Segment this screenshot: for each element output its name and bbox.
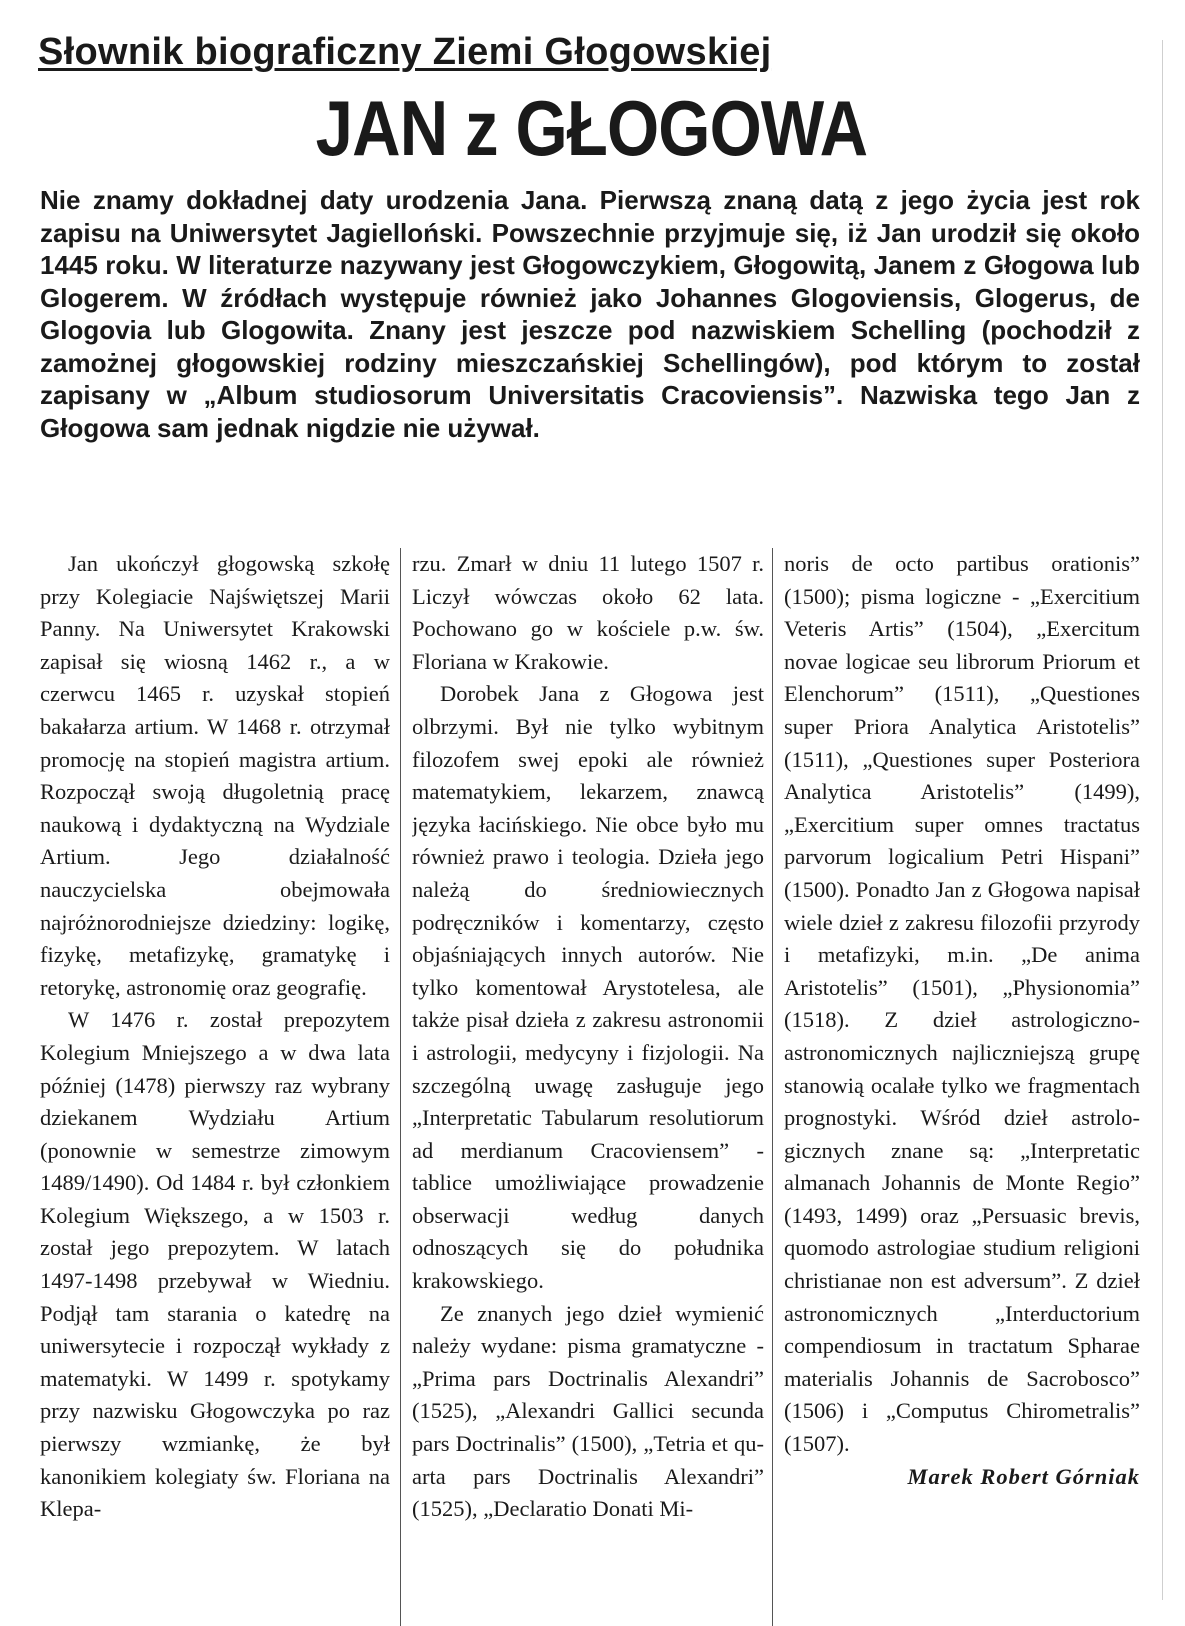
body-paragraph: rzu. Zmarł w dniu 11 lutego 1507 r. Liczył wówczas około 62 lata. Pochowano go w kościele p.w. św. Floriana w Krakowie. [412, 551, 764, 674]
lead-paragraph: Nie znamy dokładnej daty urodzenia Jana. Pierwszą znaną datą z jego życia jest rok zapisu na Uniwersytet Jagielloński. Powszechnie przyjmuje się, iż Jan urodził się około 1445 roku. W literaturze nazywany jest Głogowczykiem, Głogowitą, Janem z Głogowa lub Glogerem. W źródłach występuje również jako Johannes Glogoviensis, Glogerus, de Glogovia lub Glogowita. Znany jest jeszcze pod nazwiskiem Schelling (pochodził z zamożnej głogowskiej rodziny mieszczańskiej Schellingów), pod którym to został zapisany w „Album studiosorum Universitatis Cracoviensis”. Nazwiska tego Jan z Głogowa sam jednak nigdzie nie używał. [40, 185, 1140, 443]
body-paragraph: noris de octo partibus orationis” (1500); pisma logiczne - „Exercitium Veteris Artis” (1504), „Exercitum novae logicae seu librorum Priorum et Elenchorum” (1511), „Questiones super Priora Analytica Aristotelis” (1511), „Questiones super Posteriora Analytica Aristotelis” (1499), „Exercitium super omnes tractatus parvorum logicalium Petri Hispani” (1500). Ponadto Jan z Głogowa napisał wiele dzieł z zakresu filozofii przyrody i metafizyki, m.in. „De anima Aristotelis” (1501), „Physionomia” (1518). Z dzieł astrologiczno-astronomicznych najliczniejszą grupę stanowią ocalałe tylko we fragmentach prognostyki. Wśród dzieł astrologicznych znane są: „Interpretatic almanach Johannis de Monte Regio” (1493, 1499) oraz „Persuasic brevis, quomodo astrologiae studium religioni christianae non est adversum”. Z dzieł astronomicznych „Interductorium compendiosum in tractatum Spharae materialis Johannis de Sacrobosco” (1506) i „Computus Chirometralis” (1507). [784, 551, 1140, 1457]
text-column-2 [412, 548, 764, 1626]
text-column-1 [40, 548, 390, 1626]
series-title: Słownik biograficzny Ziemi Głogowskiej [38, 31, 772, 73]
article-body [40, 548, 1140, 1626]
body-paragraph: Ze znanych jego dzieł wymienić należy wydane: pisma gramatyczne - „Prima pars Doctrinalis Alexandri” (1525), „Alexandri Gallici secunda pars Doctrinalis” (1500), „Tetria et quarta pars Doctrinalis Alexandri” (1525), „Declaratio Donati Mi- [412, 1300, 764, 1522]
author-byline: Marek Robert Górniak [907, 1463, 1140, 1489]
body-paragraph: Dorobek Jana z Głogowa jest olbrzymi. Był nie tylko wybitnym filozofem swej epoki ale również matematykiem, lekarzem, znawcą języka łacińskiego. Nie obce było mu również prawo i teologia. Dzieła jego należą do średniowiecznych podręczników i komentarzy, często objaśniających innych autorów. Nie tylko komentował Arystotelesa, ale także pisał dzieła z zakresu astronomii i astrologii, medycyny i fizjologii. Na szczególną uwagę zasługuje jego „Interpretatic Tabularum resolutiorum ad merdianum Cracoviensem” - tablice umożliwiające prowadzenie obserwacji według danych odnoszących się do południka krakowskiego. [412, 681, 764, 1294]
scan-edge-line [1162, 40, 1163, 1600]
article-title: JAN z GŁOGOWA [315, 84, 868, 172]
text-column-3 [784, 548, 1140, 1626]
body-paragraph: W 1476 r. został prepozytem Kolegium Mniejszego a w dwa lata później (1478) pierwszy raz wybrany dziekanem Wydziału Artium (ponownie w semestrze zimowym 1489/1490). Od 1484 r. był członkiem Kolegium Większego, a w 1503 r. został jego prepozytem. W latach 1497-1498 przebywał w Wiedniu. Podjął tam starania o katedrę na uniwersytecie i rozpoczął wykłady z matematyki. W 1499 r. spotykamy przy nazwisku Głogowczyka po raz pierwszy wzmiankę, że był kanonikiem kolegiaty św. Floriana na Klepa- [40, 1007, 390, 1522]
body-paragraph: Jan ukończył głogowską szkołę przy Kolegiacie Najświętszej Marii Panny. Na Uniwersytet Krakowski zapisał się wiosną 1462 r., a w czerwcu 1465 r. uzyskał stopień bakałarza artium. W 1468 r. otrzymał promocję na stopień magistra artium. Rozpoczął swoją długoletnią pracę naukową i dydaktyczną na Wydziale Artium. Jego działalność nauczycielska obejmowała najróżnorodniejsze dziedziny: logikę, fizykę, metafizykę, gramatykę i retorykę, astronomię oraz geografię. [40, 551, 390, 1000]
